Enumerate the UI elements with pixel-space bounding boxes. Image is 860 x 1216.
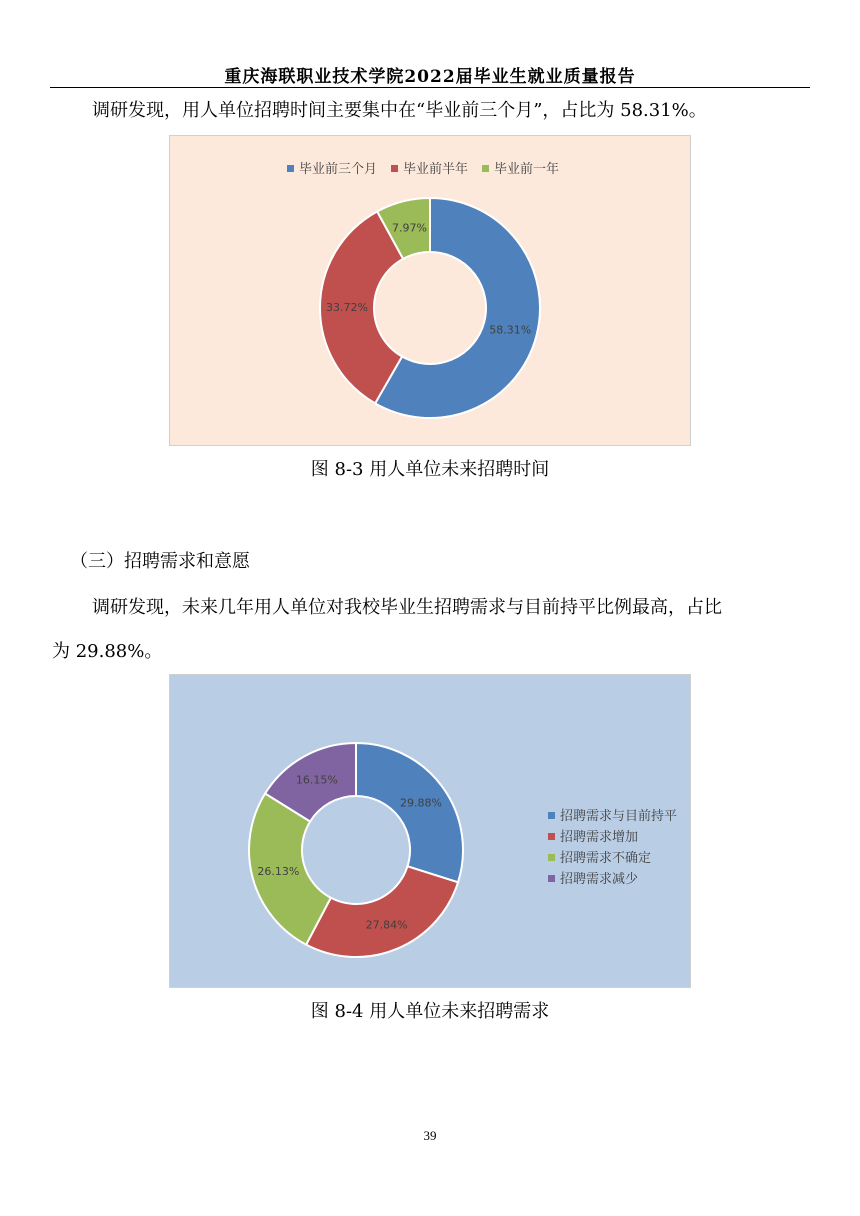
legend-swatch-2: [548, 833, 555, 840]
paragraph-recruit-time: 调研发现，用人单位招聘时间主要集中在“毕业前三个月”，占比为 58.31%。: [92, 100, 707, 121]
chart-recruit-demand-svg: [169, 674, 691, 988]
legend-label-1: 招聘需求与目前持平: [560, 809, 678, 824]
data-label-3: 26.13%: [257, 865, 300, 879]
legend-label-3: 毕业前一年: [494, 162, 560, 177]
report-header: 重庆海联职业技术学院2022届毕业生就业质量报告: [224, 67, 636, 87]
legend-swatch-1: [287, 165, 294, 172]
chart-recruit-time: [169, 135, 691, 446]
legend-swatch-3: [482, 165, 489, 172]
data-label-2: 33.72%: [326, 301, 368, 315]
chart-recruit-demand: [169, 674, 691, 988]
caption-chart-8-3: 图 8-3 用人单位未来招聘时间: [310, 459, 550, 480]
data-label-1: 29.88%: [399, 796, 442, 810]
data-label-2: 27.84%: [365, 918, 408, 932]
legend-swatch-1: [548, 812, 555, 819]
legend-swatch-2: [391, 165, 398, 172]
legend-swatch-3: [548, 854, 555, 861]
data-label-1: 58.31%: [489, 323, 532, 337]
data-label-4: 16.15%: [295, 773, 338, 787]
section-title: （三）招聘需求和意愿: [70, 551, 250, 572]
legend-label-2: 招聘需求增加: [560, 830, 639, 845]
legend-label-2: 毕业前半年: [403, 162, 469, 177]
paragraph-demand-line1: 调研发现，未来几年用人单位对我校毕业生招聘需求与目前持平比例最高，占比: [92, 597, 722, 618]
legend-label-4: 招聘需求减少: [560, 872, 639, 887]
data-label-3: 7.97%: [391, 221, 427, 235]
legend-label-1: 毕业前三个月: [299, 162, 378, 177]
legend-label-3: 招聘需求不确定: [560, 851, 652, 866]
header-rule: [50, 87, 810, 88]
chart-recruit-time-svg: [169, 135, 691, 446]
caption-chart-8-4: 图 8-4 用人单位未来招聘需求: [310, 1001, 550, 1022]
paragraph-demand-line2: 为 29.88%。: [52, 641, 163, 662]
page-number: 39: [423, 1128, 437, 1143]
legend-swatch-4: [548, 875, 555, 882]
